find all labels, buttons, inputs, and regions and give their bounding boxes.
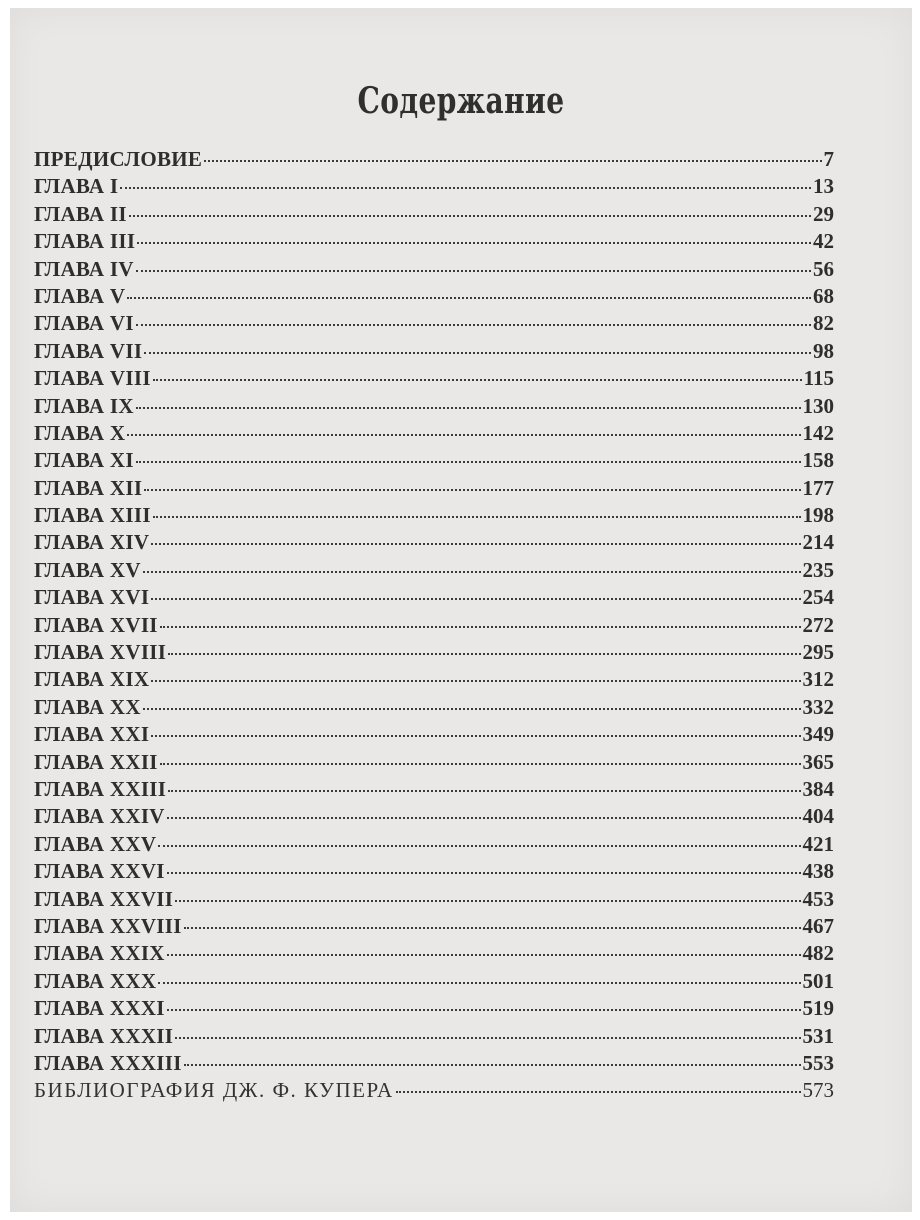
toc-entry-page-number: 13 [813, 174, 834, 199]
dot-leader [175, 1033, 800, 1039]
toc-entry [34, 420, 834, 447]
toc-entry [34, 913, 834, 940]
dot-leader [144, 485, 800, 491]
toc-entry [34, 502, 834, 529]
toc-entry [34, 721, 834, 748]
toc-entry-page-number: 332 [802, 694, 834, 719]
toc-entry-label: ГЛАВА XIX [34, 667, 150, 692]
dot-leader [168, 786, 800, 792]
toc-entry [34, 612, 834, 639]
toc-entry-label: ГЛАВА XI [34, 448, 134, 473]
toc-entry-page-number: 421 [802, 831, 834, 856]
toc-entry [34, 393, 834, 420]
toc-entry-label: ГЛАВА XIV [34, 530, 150, 555]
toc-entry [34, 283, 834, 310]
dot-leader [151, 676, 800, 682]
toc-entry [34, 694, 834, 721]
dot-leader [144, 348, 811, 354]
toc-entry-label: ГЛАВА XXVI [34, 859, 165, 884]
toc-entry-page-number: 438 [802, 859, 834, 884]
toc-entry [34, 1023, 834, 1050]
toc-entry-page-number: 82 [813, 311, 834, 336]
dot-leader [143, 704, 801, 710]
toc-entry [34, 146, 834, 173]
toc-entry-page-number: 312 [802, 667, 834, 692]
toc-entry-page-number: 198 [802, 503, 834, 528]
toc-entry [34, 831, 834, 858]
toc-entry [34, 666, 834, 693]
dot-leader [136, 320, 811, 326]
toc-entry [34, 201, 834, 228]
toc-entry [34, 173, 834, 200]
toc-entry-label: ГЛАВА XXVII [34, 886, 174, 911]
dot-leader [151, 539, 800, 545]
dot-leader [151, 594, 800, 600]
toc-entry-label: ГЛАВА XXXIII [34, 1050, 182, 1075]
toc-entry-label: ГЛАВА VI [34, 311, 134, 336]
toc-entry-page-number: 519 [802, 996, 834, 1021]
toc-entry [34, 886, 834, 913]
dot-leader [184, 1060, 801, 1066]
toc-entry [34, 529, 834, 556]
toc-entry [34, 447, 834, 474]
toc-entry-page-number: 142 [802, 420, 834, 445]
toc-entry-label: ГЛАВА XX [34, 694, 141, 719]
toc-entry-page-number: 453 [802, 886, 834, 911]
toc-entry [34, 584, 834, 611]
toc-entry-label: ГЛАВА XVI [34, 585, 150, 610]
toc-entry [34, 310, 834, 337]
toc-entry-label: ГЛАВА VII [34, 338, 143, 363]
toc-entry-label: БИБЛИОГРАФИЯ ДЖ. Ф. КУПЕРА [34, 1078, 394, 1103]
dot-leader [167, 1005, 801, 1011]
toc-entry-page-number: 29 [813, 201, 834, 226]
toc-entry-page-number: 272 [802, 612, 834, 637]
page-title: Содержание [357, 80, 565, 122]
toc-entry-page-number: 7 [823, 147, 834, 171]
toc-entry [34, 995, 834, 1022]
dot-leader [127, 293, 811, 299]
toc-entry [34, 858, 834, 885]
toc-entry-label: ГЛАВА X [34, 420, 126, 445]
toc-entry-label: ГЛАВА XXXI [34, 996, 165, 1021]
toc-entry-page-number: 482 [802, 941, 834, 966]
toc-entry-label: ГЛАВА IX [34, 393, 134, 418]
toc-entry-page-number: 235 [802, 557, 834, 582]
toc-entry [34, 803, 834, 830]
toc-entry-label: ПРЕДИСЛОВИЕ [34, 147, 203, 171]
toc-entry-label: ГЛАВА III [34, 229, 136, 254]
toc-entry-label: ГЛАВА IV [34, 256, 134, 281]
toc-entry-label: ГЛАВА XXIV [34, 804, 165, 829]
toc-entry-page-number: 42 [813, 229, 834, 254]
dot-leader [136, 403, 801, 409]
dot-leader [136, 457, 801, 463]
toc-entry [34, 228, 834, 255]
toc-entry-page-number: 295 [802, 640, 834, 665]
dot-leader [158, 978, 800, 984]
dot-leader [167, 950, 801, 956]
toc-entry [34, 776, 834, 803]
toc-entry-label: ГЛАВА II [34, 201, 127, 226]
toc-entry-page-number: 349 [802, 722, 834, 747]
book-page [10, 8, 912, 1212]
toc-entry-page-number: 214 [802, 530, 834, 555]
toc-entry-page-number: 531 [802, 1023, 834, 1048]
toc-entry-page-number: 501 [802, 968, 834, 993]
toc-entry-label: ГЛАВА V [34, 283, 126, 308]
toc-entry-page-number: 98 [813, 338, 834, 363]
toc-entry-page-number: 553 [802, 1050, 834, 1075]
toc-entry-label: ГЛАВА XXII [34, 749, 158, 774]
toc-entry-page-number: 404 [802, 804, 834, 829]
toc-entry-page-number: 467 [802, 913, 834, 938]
toc-entry [34, 365, 834, 392]
dot-leader [127, 430, 800, 436]
toc-entry [34, 749, 834, 776]
toc-entry [34, 1077, 834, 1104]
dot-leader [153, 512, 801, 518]
dot-leader [120, 183, 811, 189]
toc-entry [34, 968, 834, 995]
toc-entry-label: ГЛАВА XXI [34, 722, 150, 747]
toc-entry [34, 475, 834, 502]
toc-entry-page-number: 115 [803, 366, 834, 391]
toc-entry-page-number: 573 [802, 1078, 834, 1103]
toc-entry [34, 940, 834, 967]
dot-leader [129, 211, 811, 217]
toc-entry-label: ГЛАВА XII [34, 475, 143, 500]
toc-entry-label: ГЛАВА I [34, 174, 119, 199]
table-of-contents [34, 146, 834, 1105]
dot-leader [151, 731, 800, 737]
dot-leader [168, 649, 800, 655]
toc-entry-label: ГЛАВА XXV [34, 831, 157, 856]
toc-entry [34, 1050, 834, 1077]
toc-entry-label: ГЛАВА XXIX [34, 941, 165, 966]
dot-leader [175, 896, 800, 902]
toc-entry-page-number: 365 [802, 749, 834, 774]
toc-entry-label: ГЛАВА XXVIII [34, 913, 182, 938]
dot-leader [396, 1087, 801, 1093]
toc-entry-label: ГЛАВА XXX [34, 968, 157, 993]
toc-entry-page-number: 68 [813, 283, 834, 308]
toc-entry-page-number: 177 [802, 475, 834, 500]
dot-leader [204, 156, 821, 162]
toc-entry-page-number: 384 [802, 776, 834, 801]
toc-entry [34, 338, 834, 365]
toc-entry-label: ГЛАВА XXIII [34, 776, 167, 801]
toc-entry-label: ГЛАВА XVII [34, 612, 158, 637]
toc-entry-label: ГЛАВА XIII [34, 503, 151, 528]
dot-leader [143, 567, 801, 573]
toc-entry-page-number: 130 [802, 393, 834, 418]
toc-entry-page-number: 254 [802, 585, 834, 610]
toc-entry-label: ГЛАВА XVIII [34, 640, 167, 665]
toc-entry-page-number: 56 [813, 256, 834, 281]
dot-leader [158, 841, 800, 847]
dot-leader [136, 266, 811, 272]
dot-leader [167, 868, 801, 874]
toc-entry-label: ГЛАВА VIII [34, 366, 151, 391]
toc-entry [34, 639, 834, 666]
toc-entry-label: ГЛАВА XXXII [34, 1023, 174, 1048]
dot-leader [184, 923, 801, 929]
toc-entry [34, 557, 834, 584]
dot-leader [153, 375, 802, 381]
toc-entry-label: ГЛАВА XV [34, 557, 141, 582]
toc-entry-page-number: 158 [802, 448, 834, 473]
dot-leader [160, 622, 801, 628]
toc-entry [34, 256, 834, 283]
dot-leader [167, 813, 801, 819]
dot-leader [137, 238, 811, 244]
dot-leader [160, 759, 801, 765]
